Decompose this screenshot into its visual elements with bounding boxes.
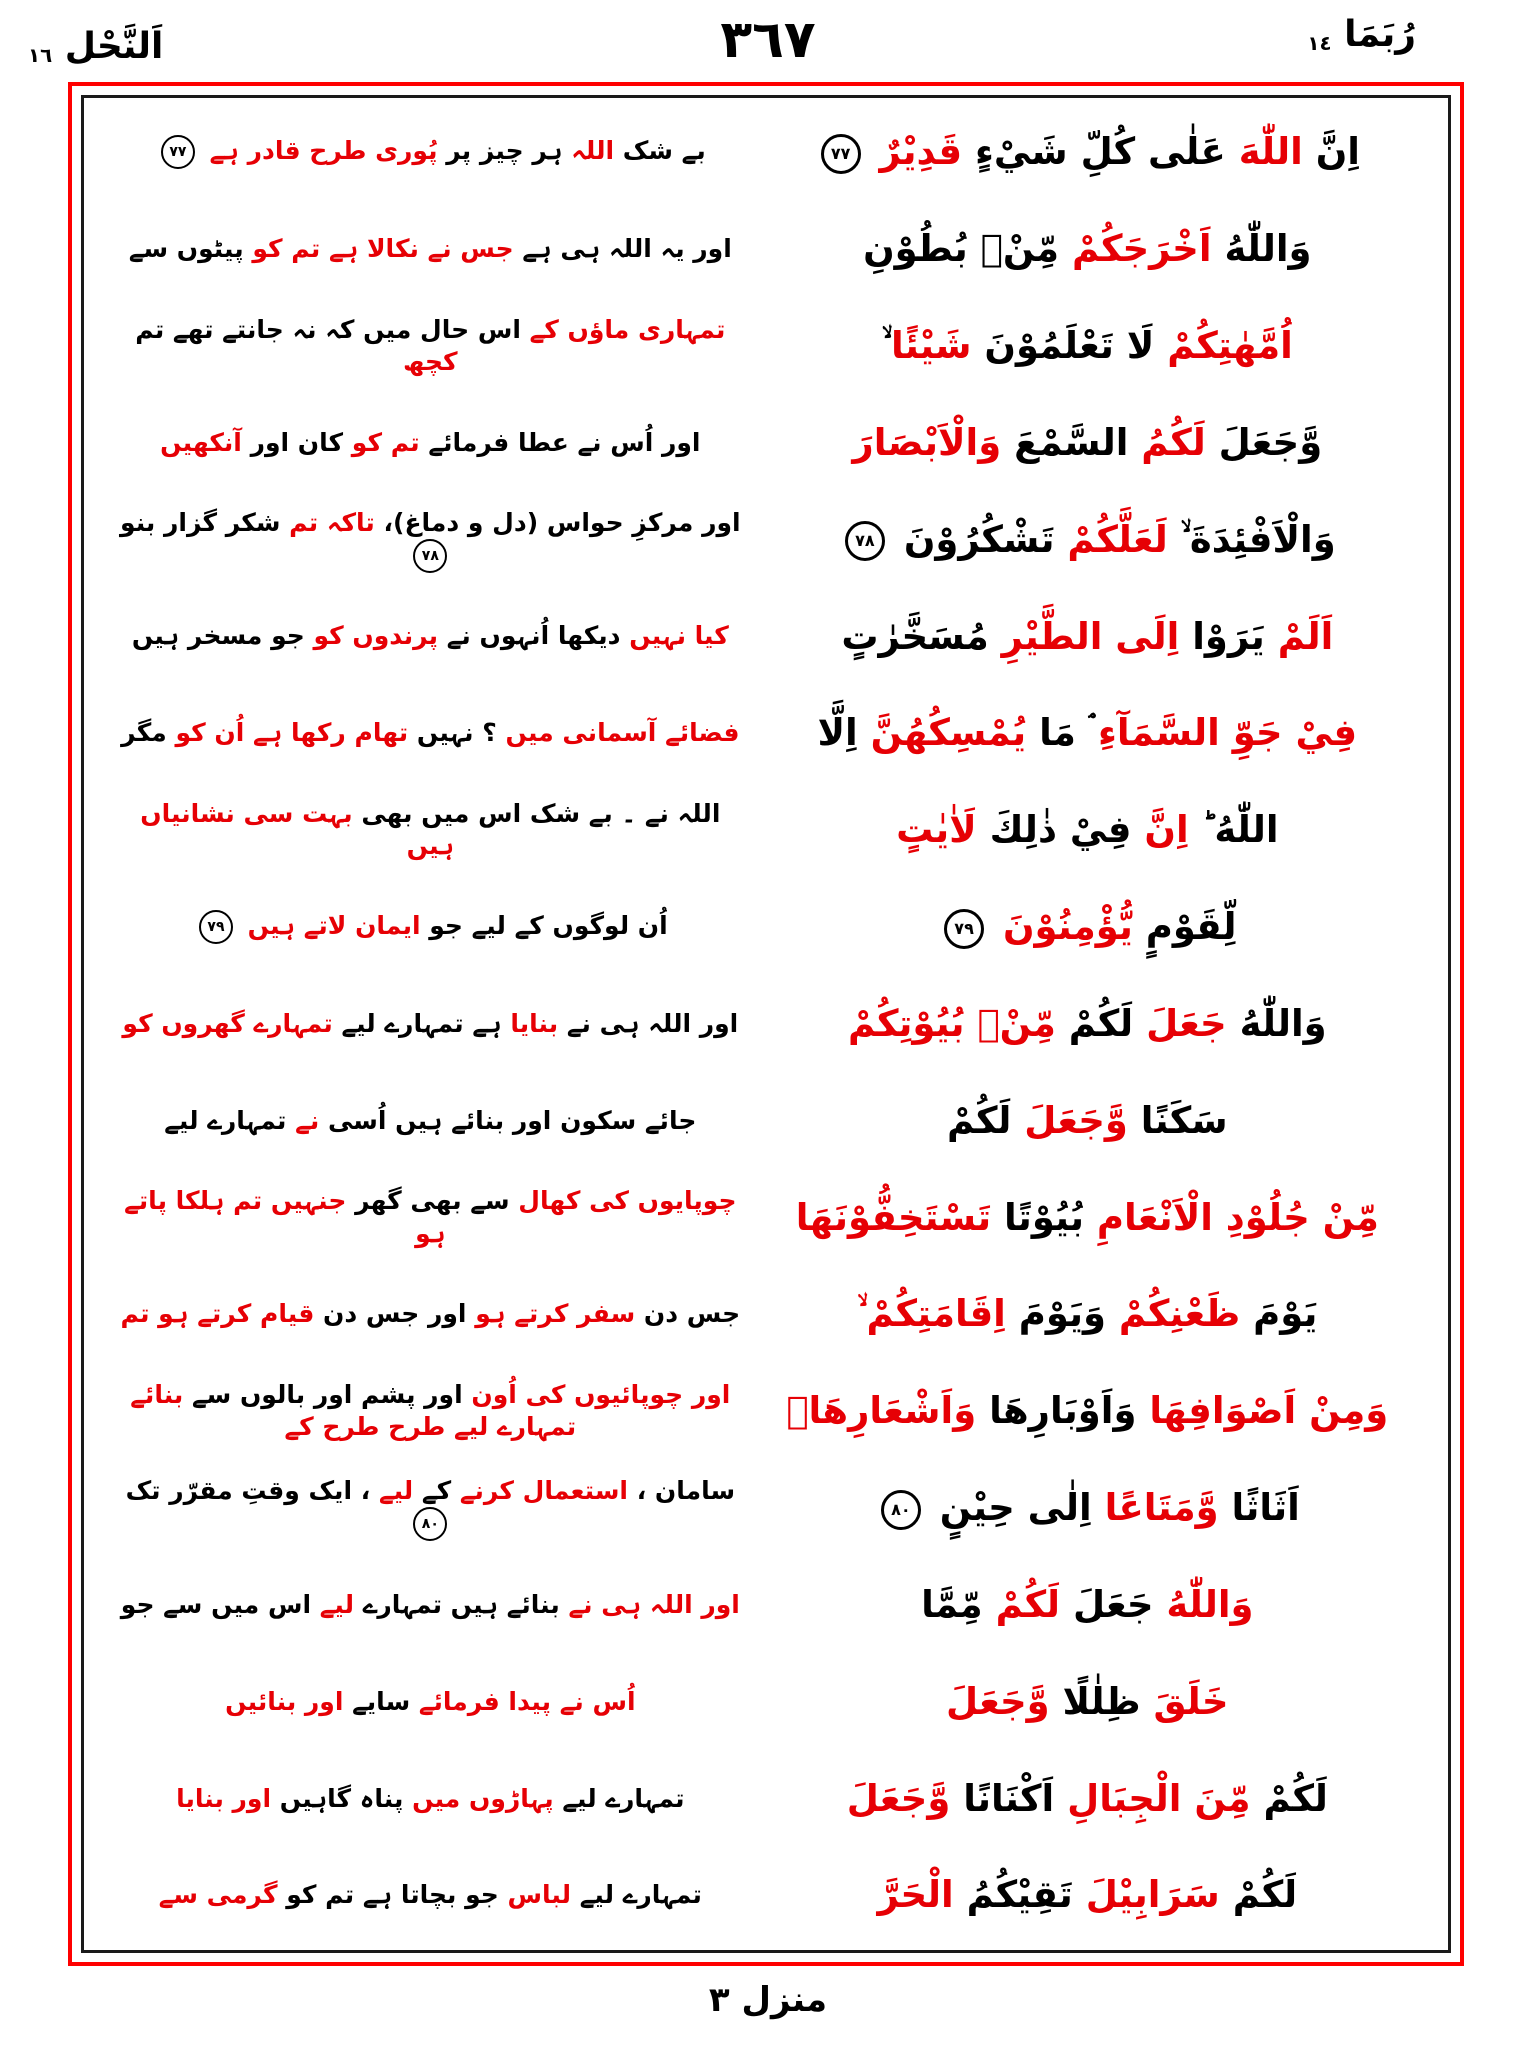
text-segment: بنائے تمہارے لیے طرح طرح کے xyxy=(130,1379,577,1442)
urdu-translation-line xyxy=(98,620,753,653)
text-segment: تَقِيْكُمُ xyxy=(966,1873,1073,1917)
verse-row xyxy=(98,1072,1434,1169)
text-segment: يُّؤْمِنُوْنَ xyxy=(1002,905,1133,949)
text-segment: وَالْاَفْئِدَةَ ۙ xyxy=(1180,517,1336,561)
verse-row xyxy=(98,1557,1434,1654)
text-segment: ایمان لاتے ہیں xyxy=(247,911,421,941)
urdu-translation-line xyxy=(98,314,753,379)
urdu-translation-line xyxy=(98,1105,753,1138)
text-segment: کان اور xyxy=(250,427,344,457)
text-segment: بنایا xyxy=(510,1008,559,1038)
text-segment: تمہارے لیے xyxy=(164,1105,287,1135)
text-segment: لَكُمْ xyxy=(1068,1001,1134,1045)
verse-row xyxy=(98,1266,1434,1363)
text-segment: عَلٰى كُلِّ شَيْءٍ xyxy=(974,130,1226,174)
arabic-verse-line xyxy=(753,904,1434,950)
text-segment: کے xyxy=(421,1475,452,1505)
text-segment: اَلَمْ xyxy=(1277,614,1334,658)
text-segment: وَّجَعَلَ xyxy=(1024,1098,1128,1142)
text-segment: اور بنائیں xyxy=(225,1686,344,1716)
arabic-verse-line xyxy=(753,1001,1434,1047)
text-segment: مِّنْ جُلُوْدِ الْاَنْعَامِ xyxy=(1096,1195,1379,1239)
arabic-verse-line xyxy=(753,614,1434,660)
surah-number: ١٦ xyxy=(28,43,53,67)
text-segment: اَكْنَانًا xyxy=(963,1776,1055,1820)
arabic-verse-line xyxy=(753,710,1434,756)
text-segment: آنکھیں xyxy=(160,427,242,457)
text-segment: الْحَرَّ xyxy=(877,1873,954,1917)
text-segment: اور چوپائیوں کی اُون xyxy=(471,1379,731,1409)
text-segment: لَكُمْ xyxy=(995,1582,1061,1626)
text-segment: بہت سی نشانیاں ہیں xyxy=(140,798,454,861)
urdu-translation-line xyxy=(98,507,753,574)
text-segment: سَرَابِيْلَ xyxy=(1085,1873,1220,1917)
verse-row xyxy=(98,1460,1434,1557)
urdu-translation-line xyxy=(98,1298,753,1331)
text-segment: وَاَشْعَارِهَاۤ xyxy=(786,1389,977,1433)
text-segment: جس دن xyxy=(643,1299,741,1329)
text-segment: مِّنَ الْجِبَالِ xyxy=(1067,1776,1251,1820)
text-segment: اَثَاثًا xyxy=(1231,1486,1300,1530)
outer-red-frame xyxy=(68,82,1464,1966)
verse-row xyxy=(98,298,1434,395)
text-segment: وَّجَعَلَ xyxy=(1218,420,1323,464)
text-segment: بُيُوْتًا xyxy=(1004,1195,1085,1239)
arabic-verse-line xyxy=(753,807,1434,853)
text-segment: جس نے نکالا ہے تم کو xyxy=(252,234,514,264)
arabic-verse-line xyxy=(753,129,1434,175)
text-segment: جَعَلَ xyxy=(1146,1001,1227,1045)
text-segment: پرندوں کو xyxy=(313,621,439,651)
text-segment: تمہارے گھروں کو xyxy=(122,1008,333,1038)
text-segment: وَاَوْبَارِهَا xyxy=(989,1389,1137,1433)
text-segment: اللّٰهَ xyxy=(1238,130,1303,174)
text-segment: اس حال میں کہ نہ جانتے تھے تم xyxy=(135,314,521,344)
text-segment: تمہارے لیے xyxy=(579,1880,702,1910)
text-segment: لَكُمْ xyxy=(946,1098,1012,1142)
text-segment: لباس xyxy=(507,1880,572,1910)
verse-row xyxy=(98,588,1434,685)
verse-row xyxy=(98,491,1434,588)
text-segment: تھام رکھا ہے اُن کو xyxy=(175,718,409,748)
text-segment: شَيْئًا xyxy=(891,323,972,367)
text-segment: تمہارے لیے xyxy=(562,1783,685,1813)
juz-name: رُبَمَا xyxy=(1344,14,1416,55)
arabic-verse-line xyxy=(753,323,1434,369)
verses-grid xyxy=(98,104,1434,1944)
text-segment: قیام کرتے ہو تم xyxy=(120,1299,315,1329)
urdu-translation-line xyxy=(98,233,753,266)
text-segment: اللّٰهُ ؕ xyxy=(1201,808,1279,852)
text-segment: کیا نہیں xyxy=(629,621,729,651)
urdu-translation-line xyxy=(98,1879,753,1912)
urdu-translation-line xyxy=(98,910,753,944)
text-segment: مِّنْۢ بُطُوْنِ xyxy=(863,227,1060,271)
text-segment: لیے xyxy=(319,1589,355,1619)
urdu-translation-line xyxy=(98,1783,753,1816)
arabic-verse-line xyxy=(753,1388,1434,1434)
text-segment: لَكُمْ xyxy=(1263,1776,1328,1820)
text-segment: گرمی سے xyxy=(158,1880,278,1910)
text-segment: اور مرکزِ حواس (دل و دماغ)، xyxy=(383,507,741,537)
urdu-translation-line xyxy=(98,1589,753,1622)
text-segment: لیے xyxy=(378,1475,414,1505)
text-segment: تَسْتَخِفُّوْنَهَا xyxy=(795,1195,992,1239)
arabic-verse-line xyxy=(753,1195,1434,1241)
verse-row xyxy=(98,395,1434,492)
inner-black-frame xyxy=(81,95,1451,1953)
arabic-verse-line xyxy=(753,420,1434,466)
text-segment: استعمال کرنے xyxy=(459,1475,628,1505)
text-segment: اُن لوگوں کے لیے جو xyxy=(429,911,668,941)
text-segment: دیکھا اُنہوں نے xyxy=(446,621,621,651)
text-segment: اِلَّا xyxy=(817,711,858,755)
text-segment: لَعَلَّكُمْ xyxy=(1067,517,1168,561)
text-segment: يُمْسِكُهُنَّ xyxy=(870,711,1027,755)
urdu-translation-line xyxy=(98,427,753,460)
verse-row xyxy=(98,1654,1434,1751)
verse-number-badge: ٧٩ xyxy=(944,909,984,949)
text-segment: ، ایک وقتِ مقرّر تک xyxy=(125,1475,371,1505)
verse-number-badge: ٧٧ xyxy=(821,134,861,174)
text-segment: ظِلٰلًا xyxy=(1062,1679,1141,1723)
text-segment: اور بنایا xyxy=(176,1783,272,1813)
text-segment: اور اللہ ہی نے xyxy=(566,1008,739,1038)
text-segment: وَيَوْمَ xyxy=(1018,1292,1106,1336)
verse-number-badge: ٧٨ xyxy=(845,521,885,561)
verse-row xyxy=(98,1169,1434,1266)
text-segment: وَّجَعَلَ xyxy=(946,1679,1050,1723)
verse-row xyxy=(98,685,1434,782)
text-segment: وَّجَعَلَ xyxy=(846,1776,951,1820)
text-segment: ۘ مَا xyxy=(1039,711,1089,755)
juz-number: ١٤ xyxy=(1307,31,1332,55)
verse-number-badge: ٨٠ xyxy=(413,1507,447,1541)
surah-name: اَلنَّحْل xyxy=(64,26,164,67)
urdu-translation-line xyxy=(98,1185,753,1250)
verse-row xyxy=(98,1847,1434,1944)
verse-row xyxy=(98,104,1434,201)
text-segment: شکر گزار بنو xyxy=(120,507,281,537)
page-header xyxy=(0,0,1536,80)
text-segment: اور اللہ ہی نے xyxy=(568,1589,740,1619)
arabic-verse-line xyxy=(753,1679,1434,1725)
text-segment: اور جس دن xyxy=(323,1299,467,1329)
text-segment: پناہ گاہیں xyxy=(279,1783,404,1813)
text-segment: اِنَّ xyxy=(1144,808,1189,852)
verse-row xyxy=(98,201,1434,298)
text-segment: اللہ نے ۔ بے شک اس میں بھی xyxy=(361,798,721,828)
text-segment: وَاللّٰهُ xyxy=(1239,1001,1327,1045)
text-segment: فِيْ ذٰلِكَ xyxy=(989,808,1132,852)
verse-row xyxy=(98,1750,1434,1847)
text-segment: سَكَنًا xyxy=(1140,1098,1228,1142)
arabic-verse-line xyxy=(753,517,1434,563)
text-segment: السَّمْعَ xyxy=(1014,420,1129,464)
text-segment: جنہیں تم ہلکا پاتے ہو xyxy=(124,1186,446,1248)
text-segment: سامان ، xyxy=(636,1475,736,1505)
text-segment: مُسَخَّرٰتٍ xyxy=(841,614,989,658)
text-segment: اَخْرَجَكُمْ xyxy=(1071,227,1212,271)
text-segment: پیٹوں سے xyxy=(128,234,244,264)
text-segment: فضائے آسمانی میں xyxy=(505,718,740,748)
text-segment: اُمَّهٰتِكُمْ xyxy=(1167,323,1293,367)
arabic-verse-line xyxy=(753,1098,1434,1144)
text-segment: ؟ نہیں xyxy=(416,718,497,748)
text-segment: بنائے ہیں تمہارے xyxy=(362,1589,560,1619)
text-segment: سے بھی گھر xyxy=(355,1186,510,1216)
arabic-verse-line xyxy=(753,1485,1434,1531)
text-segment: مگر xyxy=(121,718,167,748)
text-segment: لَكُمْ xyxy=(1232,1873,1298,1917)
text-segment: وَاللّٰهُ xyxy=(1224,227,1312,271)
text-segment: لِّقَوْمٍ xyxy=(1145,905,1237,949)
verse-row xyxy=(98,879,1434,976)
juz-title xyxy=(1307,14,1416,55)
verse-number-badge: ٧٩ xyxy=(199,910,233,944)
arabic-verse-line xyxy=(753,226,1434,272)
arabic-verse-line xyxy=(753,1872,1434,1918)
text-segment: اُس نے پیدا فرمائے xyxy=(418,1686,636,1716)
text-segment: لَا تَعْلَمُوْنَ xyxy=(984,323,1155,367)
verse-row xyxy=(98,976,1434,1073)
text-segment: خَلَقَ xyxy=(1153,1679,1229,1723)
urdu-translation-line xyxy=(98,1686,753,1719)
text-segment: تمہاری ماؤں کے xyxy=(529,314,726,344)
verse-number-badge: ٧٨ xyxy=(413,539,447,573)
text-segment: ہے تمہارے لیے xyxy=(341,1008,502,1038)
text-segment: پُوری طرح قادر ہے xyxy=(209,136,438,166)
text-segment: اللہ xyxy=(571,136,615,166)
text-segment: تم کو xyxy=(351,427,420,457)
urdu-translation-line xyxy=(98,135,753,169)
verse-row xyxy=(98,1363,1434,1460)
text-segment: لَاٰيٰتٍ xyxy=(896,808,977,852)
text-segment: اور پشم اور بالوں سے xyxy=(192,1379,463,1409)
urdu-translation-line xyxy=(98,1008,753,1041)
text-segment: وَالْاَبْصَارَ xyxy=(852,420,1002,464)
page-number: ٣٦٧ xyxy=(720,10,816,70)
text-segment: اور اُس نے عطا فرمائے xyxy=(428,427,701,457)
text-segment: وَّمَتَاعًا xyxy=(1104,1486,1219,1530)
text-segment: تَشْكُرُوْنَ xyxy=(903,517,1055,561)
urdu-translation-line xyxy=(98,1475,753,1542)
text-segment: کچھ xyxy=(403,347,458,377)
text-segment: تاکہ تم xyxy=(289,507,375,537)
text-segment: ہر چیز پر xyxy=(446,136,563,166)
text-segment: بے شک xyxy=(622,136,706,166)
text-segment: ظَعْنِكُمْ xyxy=(1118,1292,1241,1336)
manzil-footer: منزل ٣ xyxy=(708,1980,828,2020)
text-segment: اِنَّ xyxy=(1315,130,1360,174)
text-segment: پہاڑوں میں xyxy=(412,1783,554,1813)
text-segment: اور یہ اللہ ہی ہے xyxy=(522,234,732,264)
verse-number-badge: ٨٠ xyxy=(881,1490,921,1530)
text-segment: مِّنْۢ بُيُوْتِكُمْ xyxy=(847,1001,1056,1045)
arabic-verse-line xyxy=(753,1291,1434,1337)
text-segment: اِقَامَتِكُمْ ۙ xyxy=(857,1292,1006,1336)
text-segment: نے xyxy=(295,1105,320,1135)
text-segment: يَرَوْا xyxy=(1192,614,1265,658)
arabic-verse-line xyxy=(753,1582,1434,1628)
text-segment: لَكُمُ xyxy=(1141,420,1206,464)
text-segment: اس میں سے جو xyxy=(120,1589,312,1619)
text-segment: اِلٰى حِيْنٍ xyxy=(939,1486,1092,1530)
urdu-translation-line xyxy=(98,798,753,863)
verse-row xyxy=(98,782,1434,879)
text-segment: جو مسخر ہیں xyxy=(131,621,305,651)
text-segment: سایے xyxy=(352,1686,411,1716)
text-segment: اِلَى الطَّيْرِ xyxy=(1001,614,1180,658)
arabic-verse-line xyxy=(753,1776,1434,1822)
urdu-translation-line xyxy=(98,717,753,750)
urdu-translation-line xyxy=(98,1379,753,1444)
text-segment: وَمِنْ اَصْوَافِهَا xyxy=(1149,1389,1389,1433)
verse-number-badge: ٧٧ xyxy=(161,135,195,169)
text-segment: قَدِيْرٌ xyxy=(879,130,963,174)
text-segment: جَعَلَ xyxy=(1072,1582,1154,1626)
text-segment: فِيْ جَوِّ السَّمَآءِ xyxy=(1098,711,1358,755)
text-segment: مِّمَّا xyxy=(921,1582,983,1626)
text-segment: جائے سکون اور بنائے ہیں اُسی xyxy=(327,1105,697,1135)
text-segment: جو بچاتا ہے تم کو xyxy=(286,1880,499,1910)
text-segment: چوپایوں کی کھال xyxy=(518,1186,737,1216)
text-segment: يَوْمَ xyxy=(1253,1292,1318,1336)
text-segment: سفر کرتے ہو xyxy=(475,1299,636,1329)
text-segment: وَاللّٰهُ xyxy=(1166,1582,1254,1626)
